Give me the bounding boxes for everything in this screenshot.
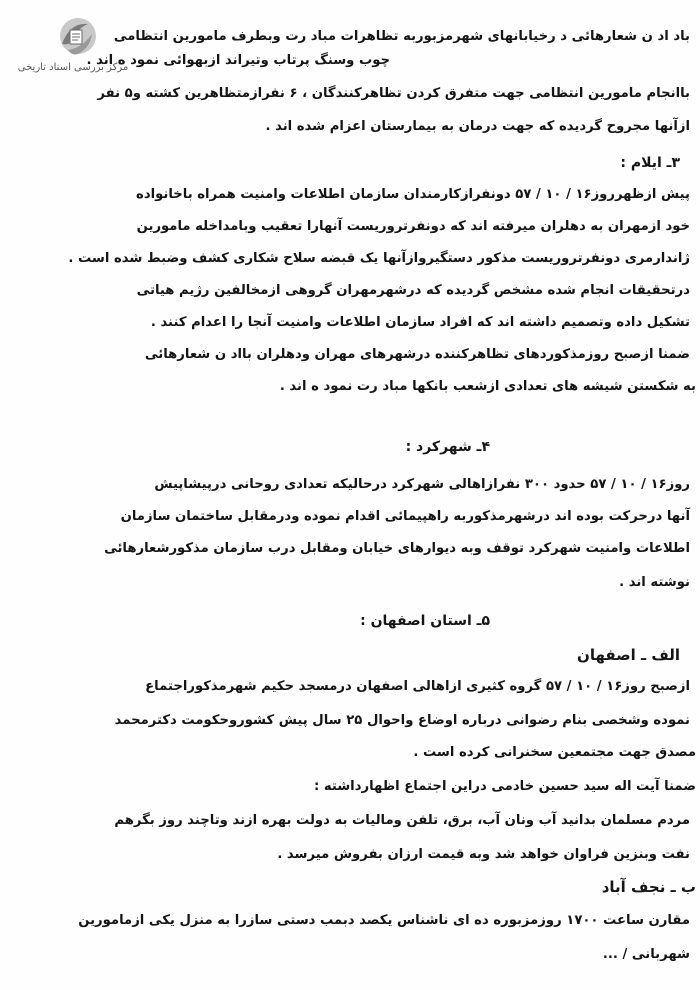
text-line: نوشته اند . xyxy=(619,575,690,590)
section-heading-ilam: ۳ـ ایلام : xyxy=(620,155,680,171)
text-line: ازصبح روز۱۶ / ۱۰ / ۵۷ گروه کثیری ازاهالی اصفهان درمسجد حکیم شهرمذکوراجتماع xyxy=(145,679,690,694)
text-line: پیش ازظهرروز۱۶ / ۱۰ / ۵۷ دونفرازکارمندان سازمان اطلاعات وامنیت همراه باخانواده xyxy=(136,187,690,202)
text-line: باانجام مامورین انتظامی جهت متفرق کردن تظاهرکنندگان ، ۶ نفرازمتظاهرین کشته و۵ نفر xyxy=(97,86,690,101)
text-line: ضمنا ازصبح روزمذکوردهای تظاهرکننده درشهرهای مهران ودهلران بااد ن شعارهائی xyxy=(144,347,690,362)
text-line: مردم مسلمان بدانید آب ونان آب، برق، تلفن ومالیات به دولت بهره ازند وتاچند روز بگرهم xyxy=(114,813,690,828)
section-heading-isfahan-province: ۵ـ استان اصفهان : xyxy=(360,613,490,629)
text-line: خود ازمهران به دهلران میرفته اند که دونفرتروریست آنهارا تعقیب وبامداخله مامورین xyxy=(136,219,690,234)
text-line: تشکیل داده وتصمیم داشته اند که افراد سازمان اطلاعات وامنیت آنجا را اعدام کنند . xyxy=(150,315,690,330)
text-line: مقارن ساعت ۱۷۰۰ روزمزبوره ده ای ناشناس یکصد دبمب دستی سازرا به منزل یکی ازمامورین xyxy=(78,913,690,928)
text-line: چوب وسنگ پرتاب وتیراند ازبهوائی نمود ه اند . xyxy=(86,53,390,68)
text-line: باد اد ن شعارهائی د رخیابانهای شهرمزبوربه تظاهرات مباد رت وبطرف مامورین انتظامی xyxy=(113,29,690,44)
text-line: آنها درحرکت بوده اند درشهرمذکوربه راهپیمائی اقدام نموده ودرمقابل ساختمان سازمان xyxy=(120,509,690,524)
text-line: ژاندارمری دونفرتروریست مذکور دستگیروازآنها یک قبضه سلاح شکاری کشف وضبط شده است . xyxy=(68,251,690,266)
subsection-heading-najafabad: ب ـ نجف آباد xyxy=(601,878,696,896)
text-line: ضمنا آیت اله سید حسین خادمی دراین اجتماع اظهارداشته : xyxy=(313,779,696,794)
text-line: مصدق جهت مجتمعین سخنرانی کرده است . xyxy=(413,745,696,760)
text-line: نموده وشخصی بنام رضوانی درباره اوضاع واحوال ۲۵ سال پیش کشوروحکومت دکترمحمد xyxy=(114,713,690,728)
text-line: به شکستن شیشه های تعدادی ازشعب بانکها مباد رت نمود ه اند . xyxy=(279,379,696,394)
text-line: شهربانی / ... xyxy=(602,947,690,962)
text-line: ازآنها مجروح گردیده که جهت درمان به بیمارستان اعزام شده اند . xyxy=(265,119,690,134)
text-line: نفت وبنزین فراوان خواهد شد وبه قیمت ارزان بفروش میرسد . xyxy=(277,847,690,862)
archive-logo-caption: مرکز بررسی اسناد تاریخی xyxy=(17,62,129,73)
text-line: روز۱۶ / ۱۰ / ۵۷ حدود ۳۰۰ نفرازاهالی شهرکرد درحالیکه تعدادی روحانی درپیشاپیش xyxy=(154,477,690,492)
text-line: درتحقیقات انجام شده مشخص گردیده که درشهرمهران گروهی ازمخالفین رژیم هیاتی xyxy=(136,283,690,298)
text-line: اطلاعات وامنیت شهرکرد توقف وبه دیوارهای خیابان ومقابل درب سازمان مذکورشعارهائی xyxy=(104,541,690,556)
subsection-heading-isfahan: الف ـ اصفهان xyxy=(577,646,680,664)
section-heading-shahrekord: ۴ـ شهرکرد : xyxy=(405,439,490,455)
